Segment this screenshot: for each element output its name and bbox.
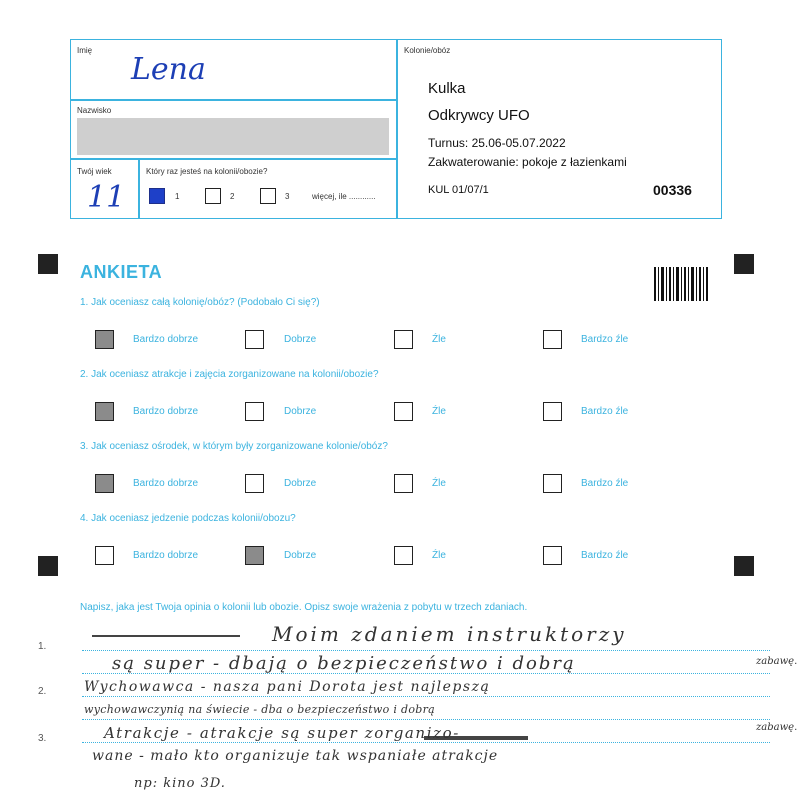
question-2-option-4-label: Bardzo źle [581, 406, 629, 417]
question-1-option-4-checkbox[interactable] [543, 330, 562, 349]
camp-code: KUL 01/07/1 [428, 184, 489, 196]
question-1-option-1-label: Bardzo dobrze [133, 334, 199, 345]
visit-1-label: 1 [175, 192, 180, 201]
header-divider-age [138, 158, 140, 218]
header-divider-vertical [396, 40, 398, 218]
answer-line [82, 650, 770, 651]
question-1-option-3-checkbox[interactable] [394, 330, 413, 349]
visit-3-checkbox[interactable] [260, 188, 276, 204]
question-1-option-2-label: Dobrze [284, 334, 317, 345]
registration-marker-bl [38, 556, 58, 576]
wiecej-label: więcej, ile ............ [312, 192, 376, 201]
question-4-option-1-checkbox[interactable] [95, 546, 114, 565]
question-4-option-3-label: Źle [432, 550, 446, 561]
turnus: Turnus: 25.06-05.07.2022 [428, 136, 566, 150]
registration-marker-tl [38, 254, 58, 274]
form-number: 00336 [653, 182, 692, 198]
question-2-option-2-label: Dobrze [284, 406, 317, 417]
question-1-text: 1. Jak oceniasz całą kolonię/obóz? (Podobało Ci się?) [80, 297, 320, 308]
handwritten-line: Moim zdaniem instruktorzy [272, 622, 627, 646]
question-3-option-1-label: Bardzo dobrze [133, 478, 199, 489]
question-1-option-4-label: Bardzo źle [581, 334, 629, 345]
handwritten-line: np: kino 3D. [134, 776, 226, 791]
camp-program: Odkrywcy UFO [428, 107, 530, 124]
answer-line [82, 696, 770, 697]
question-3-option-4-label: Bardzo źle [581, 478, 629, 489]
question-3-option-2-label: Dobrze [284, 478, 317, 489]
handwritten-line: Atrakcje - atrakcje są super zorganizo- [104, 724, 460, 742]
zakwaterowanie: Zakwaterowanie: pokoje z łazienkami [428, 155, 627, 169]
line-number-3: 3. [38, 733, 47, 744]
handwritten-line: zabawę. [756, 722, 798, 733]
question-3-text: 3. Jak oceniasz ośrodek, w którym były zorganizowane kolonie/obóz? [80, 441, 388, 452]
handwritten-line: są super - dbają o bezpieczeństwo i dobrą [112, 653, 576, 674]
line-number-2: 2. [38, 686, 47, 697]
barcode [654, 267, 708, 301]
handwritten-line: zabawę. [756, 656, 798, 667]
question-3-option-3-checkbox[interactable] [394, 474, 413, 493]
question-4-option-4-checkbox[interactable] [543, 546, 562, 565]
header-divider-1 [71, 99, 396, 101]
header-divider-2 [71, 158, 396, 160]
question-2-text: 2. Jak oceniasz atrakcje i zajęcia zorganizowane na kolonii/obozie? [80, 369, 379, 380]
question-1-option-3-label: Źle [432, 334, 446, 345]
visit-3-label: 3 [285, 192, 290, 201]
wiek-label: Twój wiek [77, 167, 112, 176]
kolonie-label: Kolonie/obóz [404, 46, 451, 55]
nazwisko-redacted [77, 118, 389, 155]
line-number-1: 1. [38, 641, 47, 652]
question-4-text: 4. Jak oceniasz jedzenie podczas kolonii/obozu? [80, 513, 296, 524]
question-4-option-2-label: Dobrze [284, 550, 317, 561]
question-2-option-3-label: Źle [432, 406, 446, 417]
question-4-option-3-checkbox[interactable] [394, 546, 413, 565]
nazwisko-label: Nazwisko [77, 106, 112, 115]
question-3-option-4-checkbox[interactable] [543, 474, 562, 493]
survey-title: ANKIETA [80, 262, 163, 282]
question-1-option-1-checkbox[interactable] [95, 330, 114, 349]
question-2-option-3-checkbox[interactable] [394, 402, 413, 421]
ktory-raz-label: Który raz jesteś na kolonii/obozie? [146, 167, 268, 176]
handwritten-line: wane - mało kto organizuje tak wspaniałe atrakcje [92, 748, 499, 764]
handwritten-line: wychowawczynią na świecie - dba o bezpieczeństwo i dobrą [84, 703, 435, 716]
opinion-prompt: Napisz, jaka jest Twoja opinia o kolonii lub obozie. Opisz swoje wrażenia z pobytu w trzech zdaniach. [80, 602, 528, 613]
imie-label: Imię [77, 46, 93, 55]
registration-marker-br [734, 556, 754, 576]
camp-name: Kulka [428, 80, 466, 97]
answer-line [82, 719, 770, 720]
question-4-option-4-label: Bardzo źle [581, 550, 629, 561]
visit-2-label: 2 [230, 192, 235, 201]
question-2-option-2-checkbox[interactable] [245, 402, 264, 421]
question-2-option-1-label: Bardzo dobrze [133, 406, 199, 417]
registration-marker-tr [734, 254, 754, 274]
question-3-option-2-checkbox[interactable] [245, 474, 264, 493]
question-2-option-1-checkbox[interactable] [95, 402, 114, 421]
visit-2-checkbox[interactable] [205, 188, 221, 204]
crossed-out-text [92, 635, 240, 637]
header-box [70, 39, 722, 219]
question-1-option-2-checkbox[interactable] [245, 330, 264, 349]
question-4-option-1-label: Bardzo dobrze [133, 550, 199, 561]
handwritten-line: Wychowawca - nasza pani Dorota jest najlepszą [84, 679, 491, 695]
question-3-option-3-label: Źle [432, 478, 446, 489]
question-2-option-4-checkbox[interactable] [543, 402, 562, 421]
answer-line [82, 742, 770, 743]
imie-handwritten: Lena [131, 52, 206, 87]
question-4-option-2-checkbox[interactable] [245, 546, 264, 565]
question-3-option-1-checkbox[interactable] [95, 474, 114, 493]
wiek-handwritten: 11 [87, 180, 126, 215]
visit-1-checkbox[interactable] [149, 188, 165, 204]
